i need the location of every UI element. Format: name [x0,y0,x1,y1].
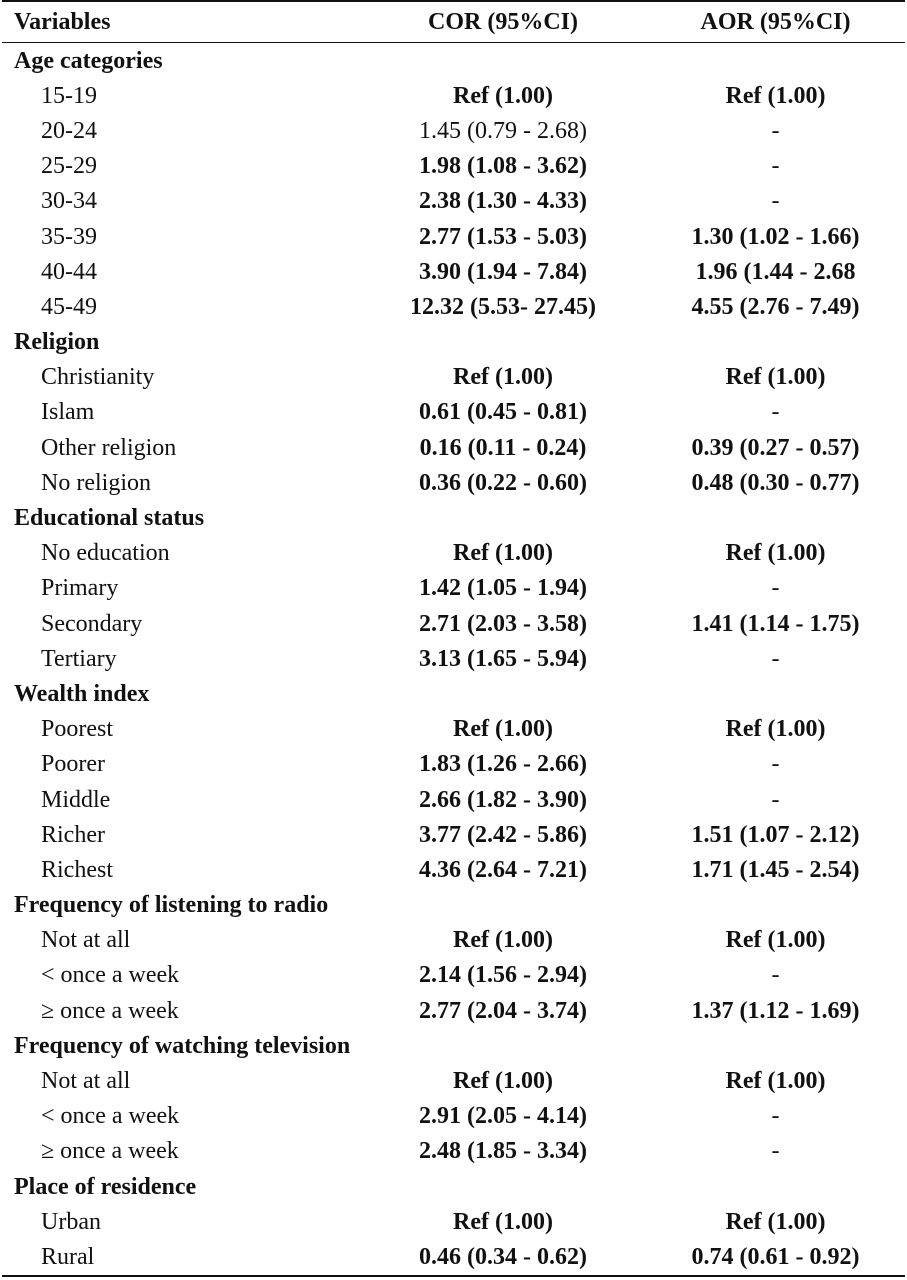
table-header-row [2,2,905,42]
cor-cell: Ref (1.00) [453,540,553,567]
aor-cell: Ref (1.00) [725,364,826,391]
cor-cell: 2.38 (1.30 - 4.33) [419,188,587,215]
variable-label: < once a week [41,1103,180,1130]
bottom-rule [2,1275,905,1277]
variable-label: 30-34 [41,188,97,215]
table-row [2,149,905,184]
cor-cell: 12.32 (5.53- 27.45) [410,293,596,320]
variable-label: Primary [41,575,119,602]
table-row [2,360,905,395]
table-row [2,465,905,500]
cor-cell: 2.91 (2.05 - 4.14) [419,1103,587,1130]
aor-cell: - [771,1138,780,1165]
table-row [2,571,905,606]
group-header-row [2,500,905,535]
table-row [2,817,905,852]
variable-label: Urban [41,1208,101,1235]
aor-cell: - [771,188,780,215]
cor-cell: Ref (1.00) [453,82,553,109]
aor-cell: 4.55 (2.76 - 7.49) [691,293,860,320]
variable-label: Not at all [41,1068,131,1095]
table-row [2,78,905,113]
aor-cell: 1.30 (1.02 - 1.66) [691,223,860,250]
variable-label: 20-24 [41,117,97,144]
variable-label: 15-19 [41,82,97,109]
cor-cell: 1.45 (0.79 - 2.68) [419,117,587,144]
group-header-row [2,1169,905,1204]
aor-cell: - [771,786,780,813]
group-header-row [2,325,905,360]
group-label: Religion [14,329,100,356]
cor-cell: 2.14 (1.56 - 2.94) [419,962,587,989]
table-row [2,852,905,887]
variable-label: Christianity [41,364,155,391]
table-row [2,958,905,993]
variable-label: 35-39 [41,223,97,250]
table-row [2,113,905,148]
variable-label: < once a week [41,962,180,989]
cor-cell: 0.36 (0.22 - 0.60) [419,469,587,496]
aor-cell: Ref (1.00) [725,716,826,743]
cor-cell: Ref (1.00) [453,1208,553,1235]
aor-cell: 1.37 (1.12 - 1.69) [691,997,860,1024]
aor-cell: Ref (1.00) [725,1208,826,1235]
aor-cell: 0.48 (0.30 - 0.77) [691,469,860,496]
table-row [2,606,905,641]
header-aor: AOR (95%CI) [700,9,851,35]
cor-cell: 2.48 (1.85 - 3.34) [419,1138,587,1165]
group-label: Age categories [14,47,163,74]
table-row [2,254,905,289]
aor-cell: 0.39 (0.27 - 0.57) [691,434,860,461]
group-label: Frequency of listening to radio [14,892,329,919]
cor-cell: 0.61 (0.45 - 0.81) [419,399,587,426]
cor-cell: 1.98 (1.08 - 3.62) [419,153,587,180]
variable-label: 40-44 [41,258,97,285]
cor-cell: 3.13 (1.65 - 5.94) [419,645,587,672]
cor-cell: Ref (1.00) [453,364,553,391]
aor-cell: - [771,751,780,778]
cor-cell: 2.77 (1.53 - 5.03) [419,223,587,250]
table-row [2,747,905,782]
variable-label: Richest [41,856,113,883]
group-label: Frequency of watching television [14,1032,351,1059]
group-header-row [2,888,905,923]
table-row [2,536,905,571]
aor-cell: - [771,645,780,672]
aor-cell: 0.74 (0.61 - 0.92) [691,1243,860,1270]
table-row [2,219,905,254]
header-variables: Variables [14,9,111,35]
group-label: Wealth index [14,680,150,707]
variable-label: Not at all [41,927,131,954]
aor-cell: 1.96 (1.44 - 2.68 [695,258,856,285]
aor-cell: Ref (1.00) [725,82,826,109]
cor-cell: Ref (1.00) [453,1068,553,1095]
aor-cell: - [771,399,780,426]
variable-label: No religion [41,469,151,496]
table-row [2,923,905,958]
cor-cell: Ref (1.00) [453,927,553,954]
variable-label: Rural [41,1243,95,1270]
table-row [2,712,905,747]
table-row [2,782,905,817]
variable-label: Other religion [41,434,177,461]
group-header-row [2,1028,905,1063]
table-row [2,1063,905,1098]
table-row [2,184,905,219]
table-row [2,1134,905,1169]
variable-label: 25-29 [41,153,97,180]
variable-label: Tertiary [41,645,117,672]
variable-label: No education [41,540,170,567]
header-cor: COR (95%CI) [428,9,578,35]
aor-cell: - [771,962,780,989]
table-row [2,1099,905,1134]
table-row [2,993,905,1028]
cor-cell: 3.90 (1.94 - 7.84) [419,258,587,285]
aor-cell: - [771,153,780,180]
cor-cell: 1.42 (1.05 - 1.94) [419,575,587,602]
variable-label: Poorest [41,716,113,743]
variable-label: Richer [41,821,105,848]
variable-label: Middle [41,786,111,813]
table-row [2,289,905,324]
table-row [2,1239,905,1274]
variable-label: 45-49 [41,293,97,320]
group-header-row [2,676,905,711]
aor-cell: 1.51 (1.07 - 2.12) [691,821,860,848]
odds-ratio-table [2,0,905,1277]
variable-label: ≥ once a week [41,997,179,1024]
table-row [2,430,905,465]
group-label: Educational status [14,505,205,532]
aor-cell: 1.71 (1.45 - 2.54) [691,856,860,883]
table-row [2,395,905,430]
cor-cell: 2.77 (2.04 - 3.74) [419,997,587,1024]
table-row [2,1204,905,1239]
aor-cell: 1.41 (1.14 - 1.75) [691,610,860,637]
aor-cell: - [771,117,780,144]
cor-cell: 0.16 (0.11 - 0.24) [419,434,587,461]
variable-label: Poorer [41,751,105,778]
aor-cell: - [771,575,780,602]
aor-cell: Ref (1.00) [725,1068,826,1095]
cor-cell: 4.36 (2.64 - 7.21) [419,856,587,883]
cor-cell: 2.66 (1.82 - 3.90) [419,786,587,813]
variable-label: ≥ once a week [41,1138,179,1165]
variable-label: Secondary [41,610,143,637]
group-header-row [2,43,905,78]
group-label: Place of residence [14,1173,197,1200]
variable-label: Islam [41,399,95,426]
cor-cell: Ref (1.00) [453,716,553,743]
aor-cell: Ref (1.00) [725,540,826,567]
cor-cell: 3.77 (2.42 - 5.86) [419,821,587,848]
cor-cell: 1.83 (1.26 - 2.66) [419,751,587,778]
aor-cell: Ref (1.00) [725,927,826,954]
table-row [2,641,905,676]
aor-cell: - [771,1103,780,1130]
cor-cell: 0.46 (0.34 - 0.62) [419,1243,587,1270]
cor-cell: 2.71 (2.03 - 3.58) [419,610,587,637]
table-body [2,43,905,1275]
